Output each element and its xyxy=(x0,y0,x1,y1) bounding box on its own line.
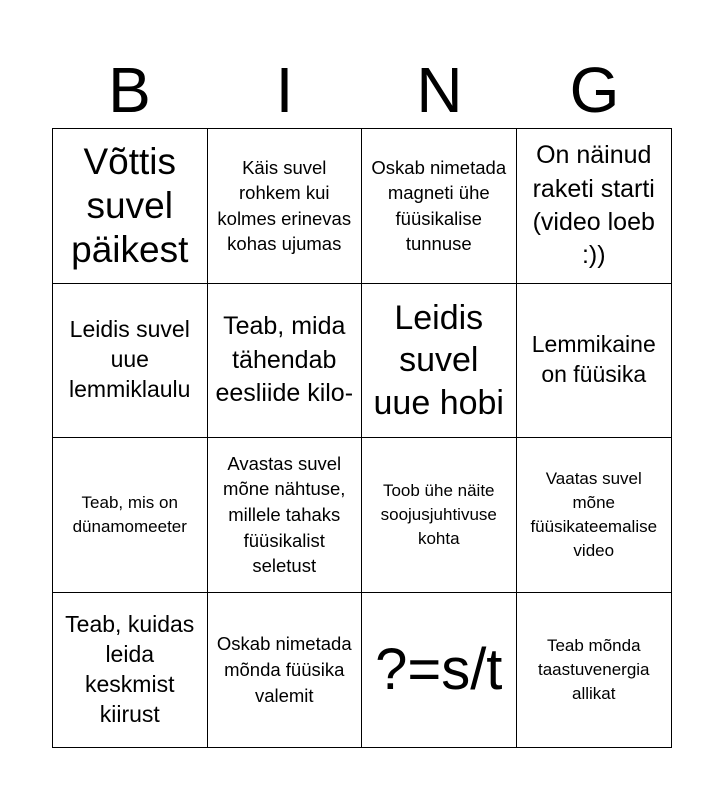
bingo-cell-text: Leidis suvel uue hobi xyxy=(373,298,504,422)
header-letter-g: G xyxy=(569,54,620,126)
bingo-cell[interactable] xyxy=(517,129,672,284)
bingo-cell[interactable] xyxy=(517,438,672,593)
bingo-cell-text: ?=s/t xyxy=(375,636,503,702)
bingo-cell[interactable] xyxy=(53,593,208,748)
bingo-cell[interactable] xyxy=(362,593,517,748)
bingo-cell[interactable] xyxy=(53,129,208,284)
bingo-cell-text: Oskab nimetada magneti ühe füüsikalise tunnuse xyxy=(371,156,507,255)
bingo-cell-text: Oskab nimetada mõnda füüsika valemit xyxy=(216,633,352,706)
bingo-cell[interactable] xyxy=(362,438,517,593)
bingo-cell-text: Avastas suvel mõne nähtuse, millele tahaks füüsikalist seletust xyxy=(223,452,346,577)
bingo-cell-text: On näinud raketi starti (video loeb :)) xyxy=(532,141,655,269)
bingo-cell[interactable] xyxy=(517,593,672,748)
bingo-cell-text: Teab, kuidas leida keskmist kiirust xyxy=(65,610,195,727)
bingo-cell-text: Teab mõnda taastuvenergia allikat xyxy=(537,635,650,703)
bingo-cell[interactable] xyxy=(208,593,363,748)
header-letter-i: I xyxy=(275,54,294,126)
bingo-cell-text: Teab, mis on dünamomeeter xyxy=(72,492,187,536)
bingo-cell-text: Leidis suvel uue lemmiklaulu xyxy=(69,316,191,403)
bingo-cell-text: Vaatas suvel mõne füüsikateemalise video xyxy=(530,468,658,560)
bingo-cell-text: Käis suvel rohkem kui kolmes erinevas kohas ujumas xyxy=(217,156,352,255)
header-letter-n: N xyxy=(416,54,463,126)
bingo-cell[interactable] xyxy=(208,129,363,284)
header-letter-b: B xyxy=(108,54,151,126)
bingo-cell[interactable] xyxy=(362,284,517,439)
bingo-cell[interactable] xyxy=(517,284,672,439)
bingo-cell[interactable] xyxy=(208,438,363,593)
bingo-cell-text: Lemmikaine on füüsika xyxy=(531,331,656,388)
bingo-cell[interactable] xyxy=(208,284,363,439)
bingo-header xyxy=(52,52,672,128)
bingo-cell-text: Võttis suvel päikest xyxy=(71,141,189,270)
bingo-cell-text: Teab, mida tähendab eesliide kilo- xyxy=(215,312,354,407)
bingo-cell-text: Toob ühe näite soojusjuhtivuse kohta xyxy=(380,480,497,548)
bingo-cell[interactable] xyxy=(53,438,208,593)
bingo-grid xyxy=(52,128,672,748)
bingo-cell[interactable] xyxy=(53,284,208,439)
bingo-cell[interactable] xyxy=(362,129,517,284)
